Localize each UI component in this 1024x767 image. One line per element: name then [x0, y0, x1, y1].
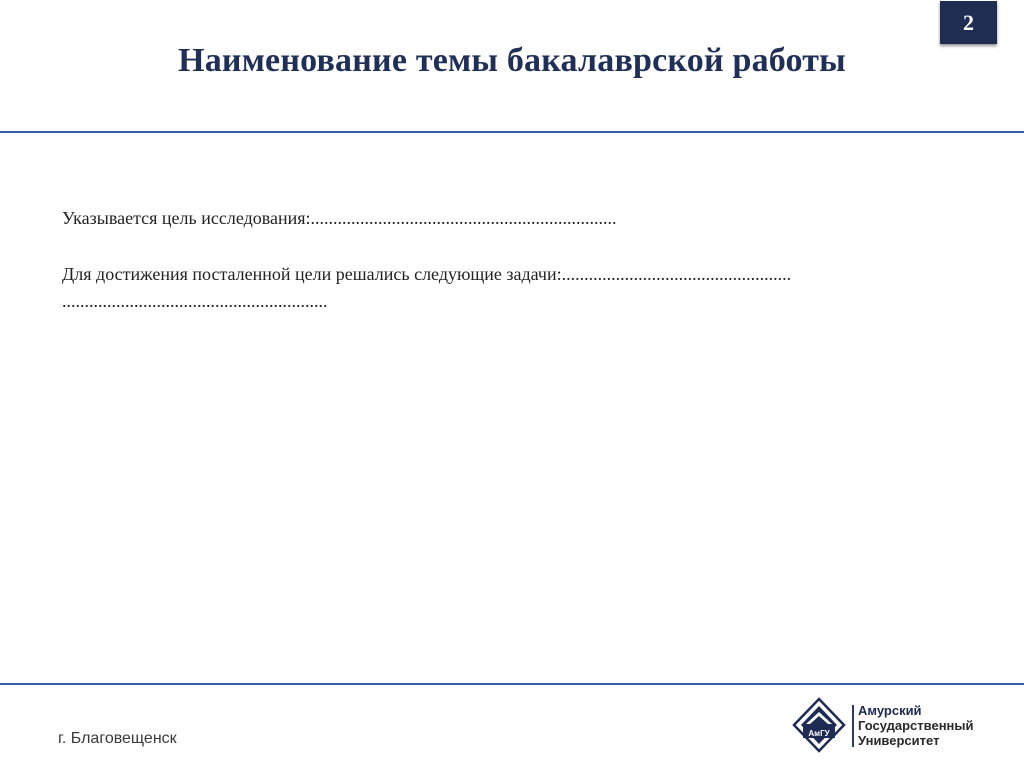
logo-line-3: Университет: [858, 733, 940, 748]
research-tasks-text: Для достижения посталенной цели решались следующие задачи:...................................................: [62, 264, 792, 284]
logo-mark-text: АмГУ: [808, 729, 830, 738]
university-emblem-icon: [792, 697, 846, 753]
slide-title: Наименование темы бакалаврской работы: [178, 42, 846, 79]
page-number-badge: [940, 1, 997, 44]
header-divider: [0, 131, 1024, 133]
footer-divider: [0, 683, 1024, 685]
logo-divider: [852, 705, 854, 747]
slide-header: [0, 0, 1024, 131]
research-goal-text: Указывается цель исследования:....................................................................: [62, 208, 617, 228]
research-tasks-continuation: ...........................................................: [62, 291, 328, 311]
logo-text: [858, 703, 974, 748]
page-number: 2: [963, 9, 974, 35]
footer-city: г. Благовещенск: [58, 730, 177, 747]
university-logo: [792, 697, 982, 753]
logo-line-1: Амурский: [858, 703, 922, 718]
logo-line-2: Государственный: [858, 718, 974, 733]
